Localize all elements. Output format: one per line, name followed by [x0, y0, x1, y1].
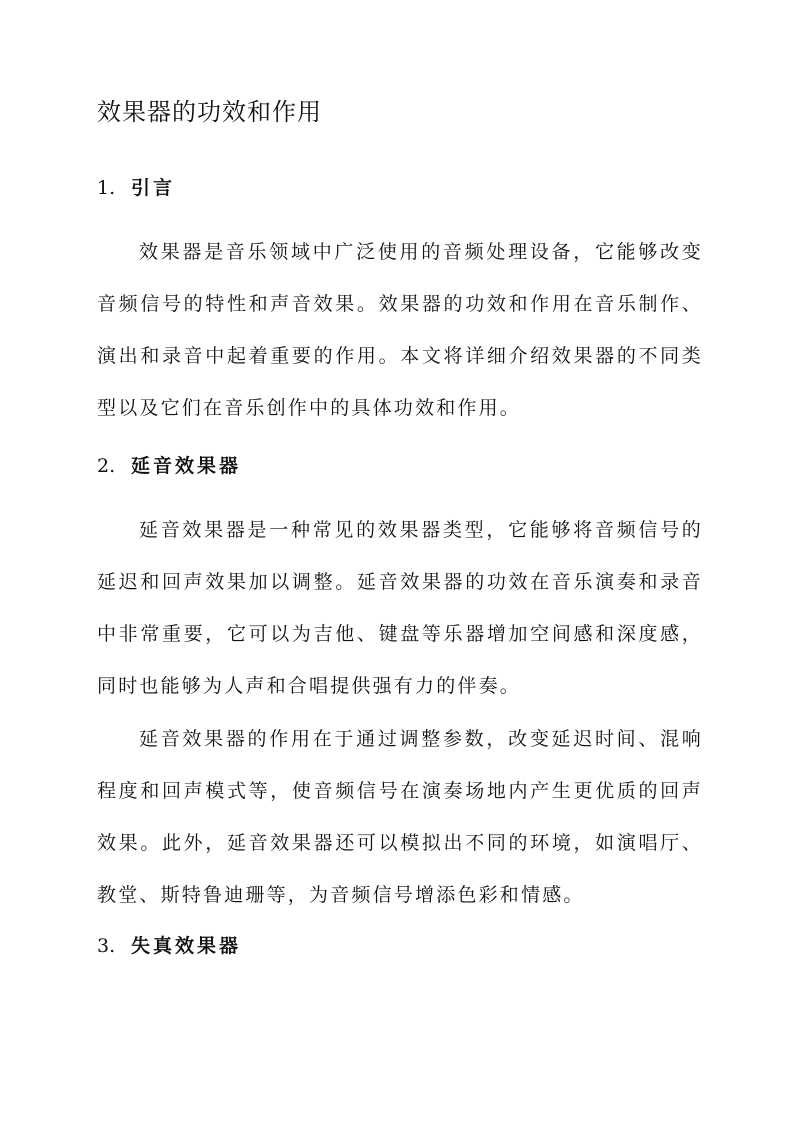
section-heading-introduction [97, 173, 175, 200]
document-title: 效果器的功效和作用 [97, 98, 322, 126]
paragraph-introduction: 效果器是音乐领域中广泛使用的音频处理设备，它能够改变音频信号的特性和声音效果。效果器的功效和作用在音乐制作、演出和录音中起着重要的作用。本文将详细介绍效果器的不同类型以及它们在音乐创作中的具体功效和作用。 [97, 241, 703, 419]
paragraph-delay-2: 延音效果器的作用在于通过调整参数，改变延迟时间、混响程度和回声模式等，使音频信号在演奏场地内产生更优质的回声效果。此外，延音效果器还可以模拟出不同的环境，如演唱厅、教堂、斯特鲁迪珊等，为音频信号增添色彩和情感。 [97, 728, 703, 906]
section-heading-distortion [97, 931, 241, 958]
section-number: 1. [97, 177, 116, 199]
section-number: 2. [97, 455, 116, 477]
section-number: 3. [97, 935, 116, 957]
section-heading-text: 引言 [131, 177, 176, 199]
section-heading-text: 失真效果器 [131, 935, 242, 957]
section-heading-delay [97, 451, 241, 478]
paragraph-delay-1: 延音效果器是一种常见的效果器类型，它能够将音频信号的延迟和回声效果加以调整。延音效果器的功效在音乐演奏和录音中非常重要，它可以为吉他、键盘等乐器增加空间感和深度感，同时也能够为人声和合唱提供强有力的伴奏。 [97, 519, 703, 697]
section-heading-text: 延音效果器 [131, 455, 242, 477]
